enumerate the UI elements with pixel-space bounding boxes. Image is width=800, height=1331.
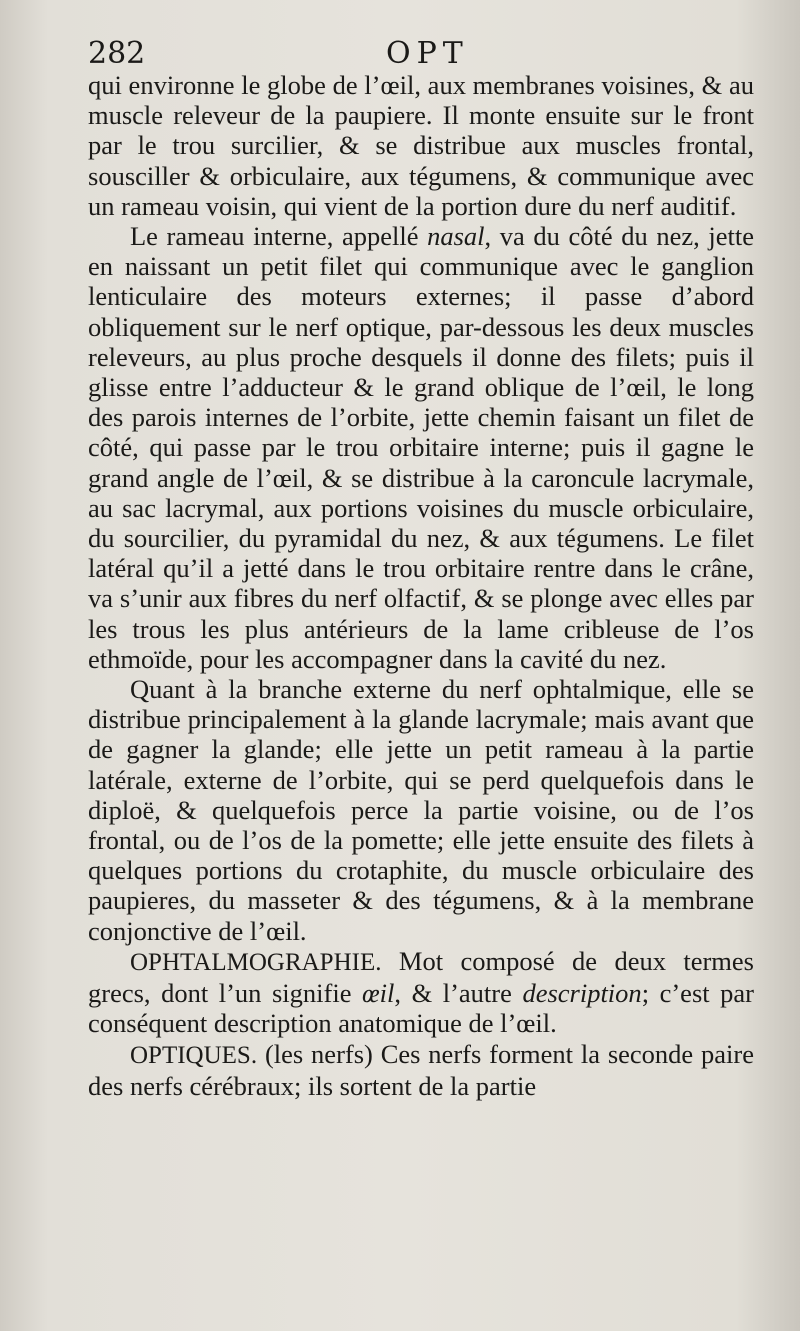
paragraph-2 (88, 221, 754, 674)
italic-word-oeil: œil (362, 978, 395, 1009)
italic-term-nasal: nasal (427, 221, 485, 252)
entry-text-mid: , & l’autre (394, 978, 523, 1009)
running-head: OPT (386, 36, 469, 71)
entry-term: OPHTALMOGRAPHIE. (130, 948, 382, 976)
entry-text-start: Mot composé de deux termes grecs, dont l’un signifie (88, 945, 754, 1009)
entry-term: OPTIQUES. (130, 1041, 258, 1069)
paragraph-2-rest: , va du côté du nez, jette en naissant un petit filet qui communique avec le ganglion lenticulaire des moteurs externes; il passe d’abord obliquement sur le nerf optique, par-dessous les deux muscles releveurs, au plus proche desquels il donne des filets; puis il glisse entre l’adducteur & le grand oblique de l’œil, le long des parois internes de l’orbite, jette chemin faisant un filet de côté, qui passe par le trou orbitaire interne; puis il gagne le grand angle de l’œil, & se distribue à la caroncule lacrymale, au sac lacrymal, aux portions voisines du muscle orbiculaire, du sourcilier, du pyramidal du nez, & aux tégumens. Le filet latéral qu’il a jetté dans le trou orbitaire rentre dans le crâne, va s’unir aux fibres du nerf olfactif, & se plonge avec elles par les trous les plus antérieurs de la lame cribleuse de l’os ethmoïde, pour les accompagner dans la cavité du nez. (88, 221, 754, 674)
page-header (88, 34, 760, 74)
page-number: 282 (88, 36, 146, 71)
paragraph-3-text: Quant à la branche externe du nerf ophtalmique, elle se distribue principalement à la glande lacrymale; mais avant que de gagner la glande; elle jette un petit rameau à la partie latérale, externe de l’orbite, qui se perd quelquefois dans le diploë, & quelquefois perce la partie voisine, ou de l’os frontal, ou de l’os de la pomette; elle jette ensuite des filets à quelques portions du crotaphite, du muscle orbiculaire des paupieres, du masseter & des tégumens, & à la membrane conjonctive de l’œil. (88, 674, 754, 946)
entry-text-rest: ; c’est par conséquent description anatomique de l’œil. (88, 978, 754, 1039)
entry-ophtalmographie (88, 946, 754, 1039)
paragraph-2-start: Le rameau interne, appellé (130, 221, 428, 252)
page-body (88, 70, 754, 1101)
italic-word-description: description (522, 978, 642, 1009)
paragraph-1-text: qui environne le globe de l’œil, aux membranes voisines, & au muscle releveur de la paupiere. Il monte ensuite sur le front par le trou surcilier, & se distribue aux muscles frontal, sousciller & orbiculaire, aux tégumens, & communique avec un rameau voisin, qui vient de la portion dure du nerf auditif. (88, 70, 754, 221)
entry-text-rest: (les nerfs) Ces nerfs forment la seconde paire des nerfs cérébraux; ils sortent de la partie (88, 1038, 754, 1101)
entry-optiques (88, 1039, 754, 1101)
paragraph-3 (88, 674, 754, 946)
paragraph-1 (88, 70, 754, 221)
